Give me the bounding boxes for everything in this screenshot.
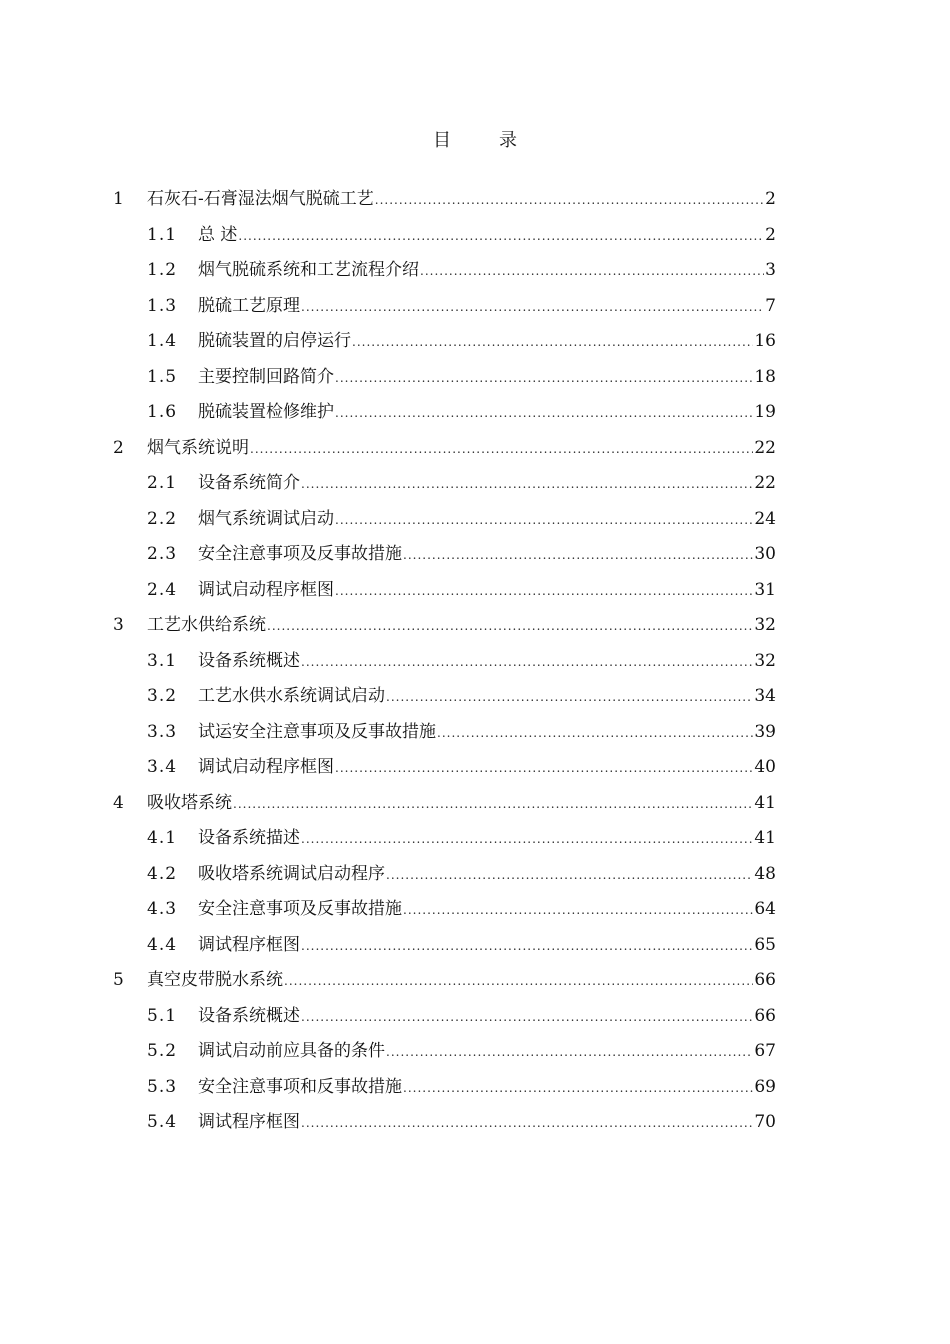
toc-entry[interactable]: [113, 928, 776, 964]
toc-entry-page: 2: [765, 224, 776, 245]
toc-entry[interactable]: [113, 999, 776, 1035]
toc-leader-dots: [301, 467, 753, 503]
toc-entry-title: 石灰石-石膏湿法烟气脱硫工艺: [147, 189, 374, 209]
toc-leader-dots: [335, 396, 753, 432]
toc-entry-title: 真空皮带脱水系统: [147, 970, 283, 990]
toc-leader-dots: [301, 1106, 753, 1142]
toc-entry-page: 34: [754, 686, 776, 706]
toc-entry-title: 主要控制回路简介: [198, 366, 334, 387]
toc-entry-title: 安全注意事项及反事故措施: [198, 544, 402, 564]
toc-leader-dots: [386, 680, 753, 716]
toc-leader-dots: [301, 645, 753, 681]
toc-entry-number: 4.1: [147, 828, 178, 848]
toc-entry-title: 脱硫工艺原理: [198, 295, 300, 316]
toc-leader-dots: [375, 183, 764, 219]
toc-entry-title: 试运安全注意事项及反事故措施: [198, 721, 436, 742]
toc-entry[interactable]: [113, 395, 776, 431]
toc-leader-dots: [301, 1000, 753, 1036]
toc-entry-number: 3.4: [147, 757, 178, 777]
toc-entry[interactable]: [113, 502, 776, 538]
toc-entry-title: 调试程序框图: [198, 934, 300, 955]
toc-entry-page: 66: [754, 1005, 776, 1026]
toc-entry-page: 48: [754, 863, 776, 884]
toc-title: [0, 126, 950, 152]
toc-leader-dots: [250, 432, 753, 468]
toc-entry-page: 69: [754, 1076, 776, 1097]
toc-entry-page: 22: [754, 437, 776, 458]
toc-entry[interactable]: [113, 466, 776, 502]
toc-entry-title: 调试程序框图: [198, 1112, 300, 1132]
toc-entry[interactable]: [113, 537, 776, 573]
toc-entry-number: 3.2: [147, 686, 178, 706]
toc-entry[interactable]: [113, 750, 776, 786]
toc-entry[interactable]: [113, 786, 776, 822]
toc-leader-dots: [437, 716, 753, 752]
toc-entry[interactable]: [113, 679, 776, 715]
toc-entry-page: 3: [765, 260, 776, 280]
toc-leader-dots: [403, 1071, 753, 1107]
toc-entry-title: 吸收塔系统调试启动程序: [198, 863, 385, 884]
toc-leader-dots: [420, 254, 764, 290]
toc-entry-number: 2.2: [147, 508, 178, 529]
toc-entry-number: 4.2: [147, 863, 178, 884]
toc-entry-title: 烟气系统说明: [147, 437, 249, 458]
toc-entry-number: 1.6: [147, 402, 178, 422]
toc-entry-number: 2.4: [147, 579, 178, 600]
toc-entry-title: 调试启动程序框图: [198, 757, 334, 777]
toc-leader-dots: [352, 325, 753, 361]
toc-entry[interactable]: [113, 892, 776, 928]
toc-entry-number: 4.3: [147, 899, 178, 919]
toc-entry-title: 烟气系统调试启动: [198, 508, 334, 529]
toc-entry[interactable]: [113, 1070, 776, 1106]
toc-entry-title: 安全注意事项及反事故措施: [198, 899, 402, 919]
toc-entry-number: 1.1: [147, 224, 178, 245]
table-of-contents: [113, 182, 776, 1141]
toc-entry-page: 19: [754, 402, 776, 422]
toc-entry[interactable]: [113, 253, 776, 289]
toc-leader-dots: [386, 1035, 753, 1071]
toc-entry-title: 安全注意事项和反事故措施: [198, 1076, 402, 1097]
toc-entry-page: 39: [754, 721, 776, 742]
toc-entry[interactable]: [113, 608, 776, 644]
toc-entry-title: 吸收塔系统: [147, 792, 232, 813]
toc-entry-number: 1.3: [147, 295, 178, 316]
toc-title-right: 录: [499, 130, 517, 151]
toc-entry-number: 3.3: [147, 721, 178, 742]
toc-entry-page: 40: [754, 757, 776, 777]
toc-entry-page: 66: [754, 970, 776, 990]
toc-entry[interactable]: [113, 1105, 776, 1141]
toc-entry-page: 32: [754, 615, 776, 635]
toc-entry-title: 工艺水供给系统: [147, 615, 266, 635]
toc-entry-page: 18: [754, 366, 776, 387]
toc-entry[interactable]: [113, 1034, 776, 1070]
toc-leader-dots: [403, 893, 753, 929]
toc-entry-number: 3: [113, 615, 124, 635]
toc-entry-title: 设备系统简介: [198, 473, 300, 493]
toc-entry-page: 41: [754, 792, 776, 813]
toc-entry[interactable]: [113, 324, 776, 360]
toc-entry[interactable]: [113, 218, 776, 254]
toc-entry-page: 16: [754, 331, 776, 351]
toc-entry-number: 1.4: [147, 331, 178, 351]
toc-entry[interactable]: [113, 963, 776, 999]
toc-entry-number: 1.2: [147, 260, 178, 280]
toc-entry[interactable]: [113, 289, 776, 325]
toc-entry[interactable]: [113, 821, 776, 857]
toc-entry-page: 7: [765, 295, 776, 316]
toc-leader-dots: [238, 219, 764, 255]
toc-entry-number: 2.3: [147, 544, 178, 564]
toc-entry-number: 5.3: [147, 1076, 178, 1097]
toc-entry-page: 65: [754, 934, 776, 955]
toc-leader-dots: [403, 538, 753, 574]
toc-entry-page: 22: [754, 473, 776, 493]
toc-title-left: 目: [433, 130, 451, 151]
toc-entry-page: 31: [754, 579, 776, 600]
toc-entry[interactable]: [113, 431, 776, 467]
toc-entry[interactable]: [113, 644, 776, 680]
toc-entry-number: 2: [113, 437, 124, 458]
toc-entry-number: 4: [113, 792, 124, 813]
toc-entry-title: 设备系统描述: [198, 828, 300, 848]
toc-entry[interactable]: [113, 857, 776, 893]
toc-leader-dots: [335, 361, 753, 397]
toc-entry-page: 30: [754, 544, 776, 564]
toc-entry-number: 5.4: [147, 1112, 178, 1132]
toc-entry-title: 设备系统概述: [198, 650, 300, 671]
toc-entry-title: 脱硫装置检修维护: [198, 402, 334, 422]
toc-leader-dots: [301, 822, 753, 858]
toc-entry-title: 设备系统概述: [198, 1005, 300, 1026]
toc-entry-title: 总 述: [198, 224, 238, 245]
toc-entry[interactable]: [113, 360, 776, 396]
toc-leader-dots: [335, 574, 753, 610]
toc-entry-page: 24: [754, 508, 776, 529]
toc-leader-dots: [335, 503, 753, 539]
toc-entry-number: 3.1: [147, 650, 178, 671]
toc-entry[interactable]: [113, 573, 776, 609]
toc-leader-dots: [284, 964, 753, 1000]
toc-entry-number: 4.4: [147, 934, 178, 955]
toc-leader-dots: [301, 929, 753, 965]
toc-entry-title: 调试启动前应具备的条件: [198, 1041, 385, 1061]
toc-entry-title: 工艺水供水系统调试启动: [198, 686, 385, 706]
toc-entry-page: 67: [754, 1041, 776, 1061]
toc-leader-dots: [301, 290, 764, 326]
toc-entry-number: 2.1: [147, 473, 178, 493]
toc-entry-number: 5: [113, 970, 124, 990]
toc-entry-page: 32: [754, 650, 776, 671]
toc-leader-dots: [267, 609, 753, 645]
toc-leader-dots: [233, 787, 753, 823]
toc-entry-number: 1: [113, 189, 124, 209]
toc-entry-page: 64: [754, 899, 776, 919]
toc-entry-page: 70: [754, 1112, 776, 1132]
toc-leader-dots: [335, 751, 753, 787]
toc-entry-page: 41: [754, 828, 776, 848]
toc-entry[interactable]: [113, 715, 776, 751]
toc-entry-title: 调试启动程序框图: [198, 579, 334, 600]
toc-entry-number: 5.1: [147, 1005, 178, 1026]
toc-entry-title: 脱硫装置的启停运行: [198, 331, 351, 351]
toc-entry-number: 5.2: [147, 1041, 178, 1061]
toc-entry-number: 1.5: [147, 366, 178, 387]
toc-entry[interactable]: [113, 182, 776, 218]
toc-leader-dots: [386, 858, 753, 894]
toc-entry-title: 烟气脱硫系统和工艺流程介绍: [198, 260, 419, 280]
toc-entry-page: 2: [765, 189, 776, 209]
